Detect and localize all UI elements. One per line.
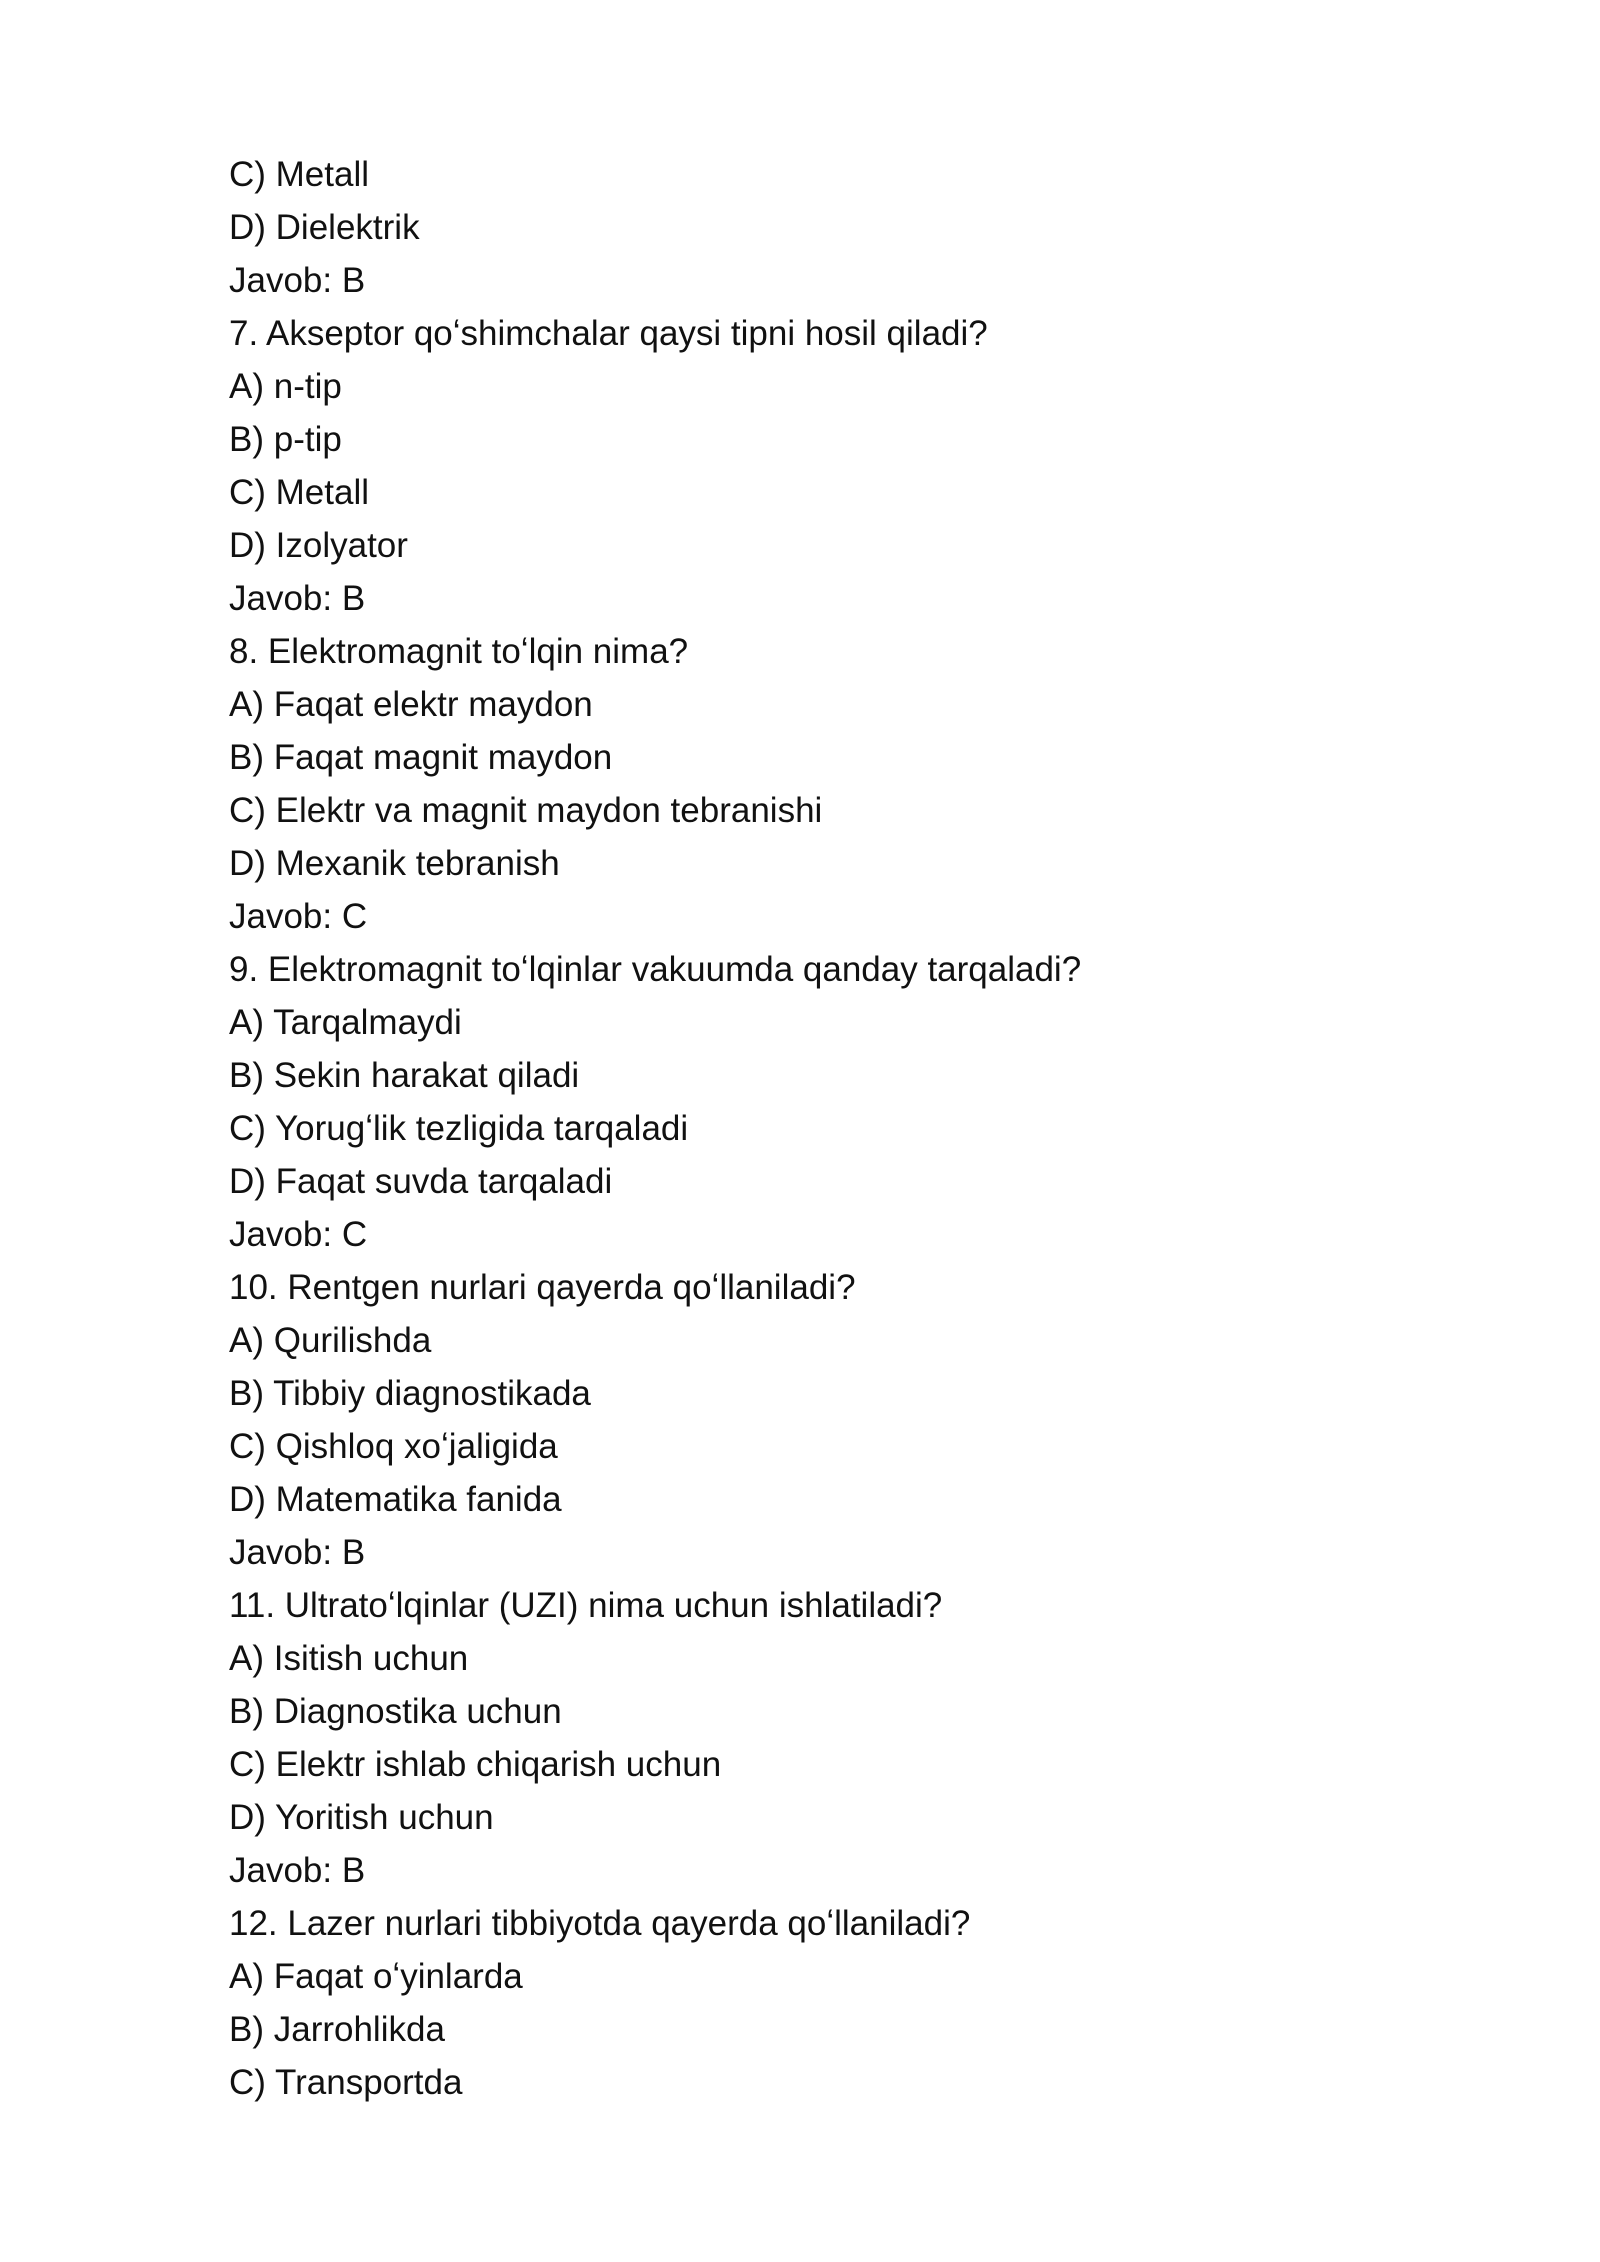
answer-option: C) Metall <box>229 473 370 512</box>
answer-option: B) p-tip <box>229 420 342 459</box>
question-10: 10. Rentgen nurlari qayerda qoʻllaniladi? <box>229 1268 856 1307</box>
answer-option: D) Dielektrik <box>229 208 420 247</box>
answer-option: D) Matematika fanida <box>229 1480 562 1519</box>
answer-option: A) Isitish uchun <box>229 1639 469 1678</box>
answer-key: Javob: C <box>229 1215 368 1254</box>
answer-option: C) Transportda <box>229 2063 463 2102</box>
answer-option: B) Sekin harakat qiladi <box>229 1056 580 1095</box>
answer-key: Javob: B <box>229 1851 366 1890</box>
answer-option: D) Faqat suvda tarqaladi <box>229 1162 613 1201</box>
document-text <box>229 148 1409 2109</box>
answer-option: D) Mexanik tebranish <box>229 844 560 883</box>
question-12: 12. Lazer nurlari tibbiyotda qayerda qoʻllaniladi? <box>229 1904 971 1943</box>
answer-option: B) Jarrohlikda <box>229 2010 445 2049</box>
question-7: 7. Akseptor qoʻshimchalar qaysi tipni hosil qiladi? <box>229 314 988 353</box>
answer-option: C) Yorugʻlik tezligida tarqaladi <box>229 1109 689 1148</box>
question-9: 9. Elektromagnit toʻlqinlar vakuumda qanday tarqaladi? <box>229 950 1082 989</box>
answer-option: C) Qishloq xoʻjaligida <box>229 1427 558 1466</box>
answer-option: A) Faqat elektr maydon <box>229 685 593 724</box>
answer-key: Javob: C <box>229 897 368 936</box>
answer-key: Javob: B <box>229 261 366 300</box>
answer-option: A) n-tip <box>229 367 342 406</box>
answer-option: A) Faqat oʻyinlarda <box>229 1957 523 1996</box>
question-11: 11. Ultratoʻlqinlar (UZI) nima uchun ishlatiladi? <box>229 1586 943 1625</box>
answer-option: C) Metall <box>229 155 370 194</box>
answer-option: C) Elektr ishlab chiqarish uchun <box>229 1745 722 1784</box>
answer-option: B) Diagnostika uchun <box>229 1692 562 1731</box>
question-8: 8. Elektromagnit toʻlqin nima? <box>229 632 689 671</box>
answer-key: Javob: B <box>229 579 366 618</box>
answer-option: D) Yoritish uchun <box>229 1798 494 1837</box>
answer-option: A) Qurilishda <box>229 1321 432 1360</box>
answer-key: Javob: B <box>229 1533 366 1572</box>
answer-option: D) Izolyator <box>229 526 408 565</box>
answer-option: C) Elektr va magnit maydon tebranishi <box>229 791 823 830</box>
answer-option: A) Tarqalmaydi <box>229 1003 462 1042</box>
answer-option: B) Faqat magnit maydon <box>229 738 613 777</box>
answer-option: B) Tibbiy diagnostikada <box>229 1374 591 1413</box>
